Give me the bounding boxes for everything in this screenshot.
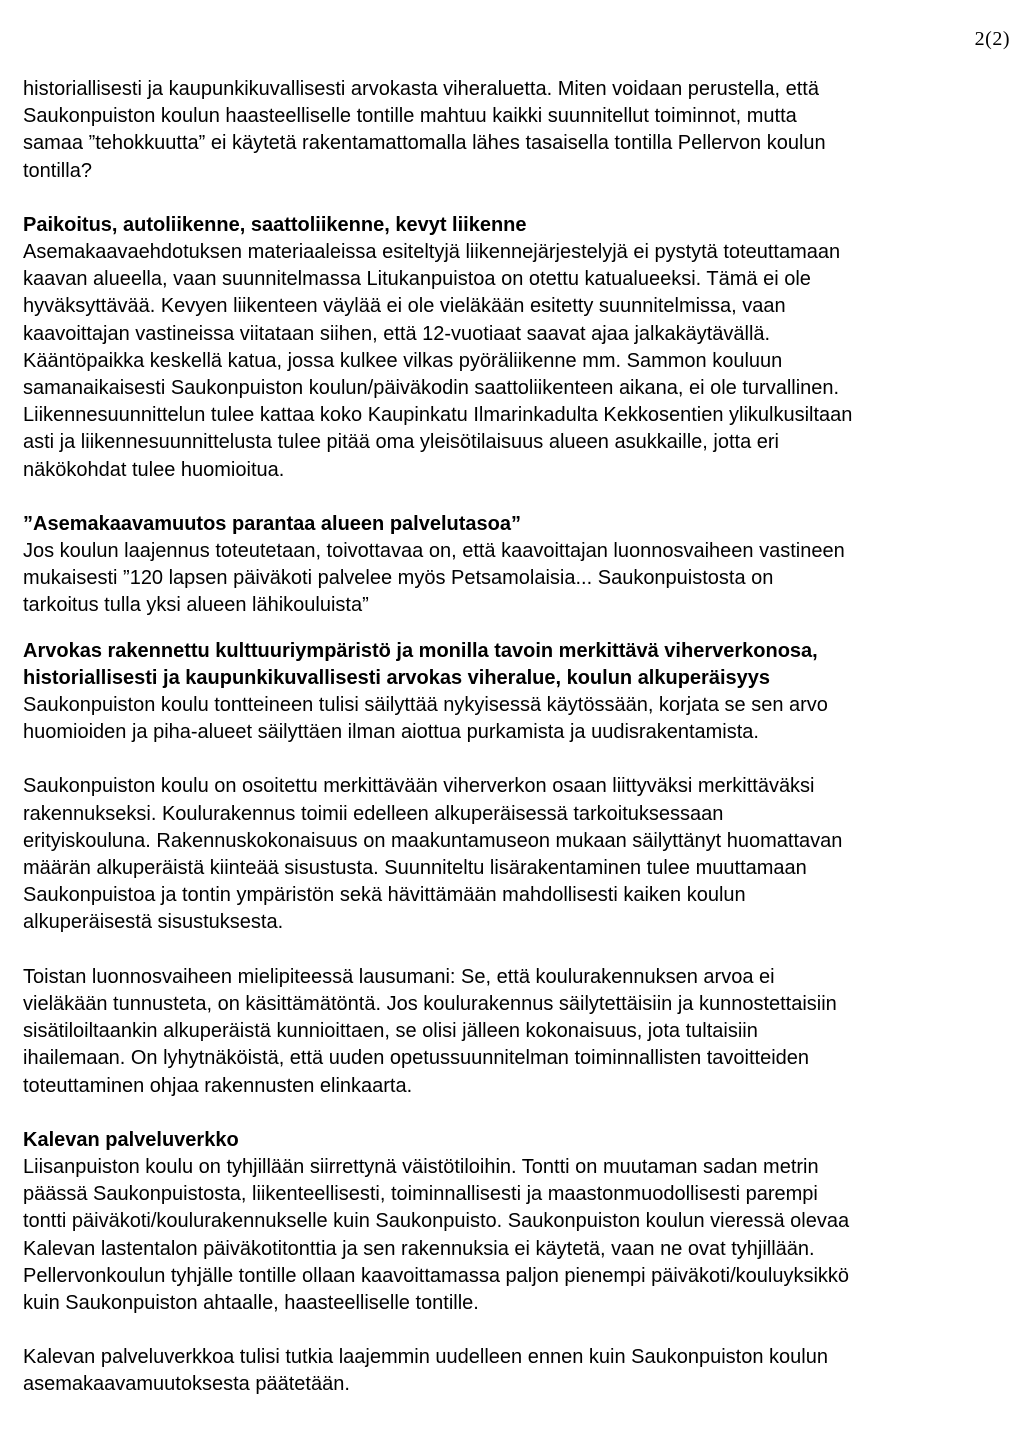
text-line: rakennukseksi. Koulurakennus toimii edelleen alkuperäisessä tarkoituksessaan	[23, 802, 724, 825]
text-line: tontilla?	[23, 159, 92, 182]
text-line: asemakaavamuutoksesta päätetään.	[23, 1373, 350, 1396]
text-line: päässä Saukonpuistosta, liikenteellisesti, toiminnallisesti ja maastonmuodollisesti parempi	[23, 1183, 818, 1206]
text-line: toteuttaminen ohjaa rakennusten elinkaarta.	[23, 1074, 413, 1097]
text-line: Liikennesuunnittelun tulee kattaa koko Kaupinkatu Ilmarinkadulta Kekkosentien ylikulkusiltaan	[23, 404, 853, 427]
text-line: erityiskouluna. Rakennuskokonaisuus on maakuntamuseon mukaan säilyttänyt huomattavan	[23, 829, 843, 852]
heritage-section	[23, 638, 1013, 747]
text-line: Liisanpuiston koulu on tyhjillään siirrettynä väistötiloihin. Tontti on muutaman sadan metrin	[23, 1155, 819, 1178]
text-line: mukaisesti ”120 lapsen päiväkoti palvelee myös Petsamolaisia... Saukonpuistosta on	[23, 567, 774, 590]
text-line: Kalevan lastentalon päiväkotitonttia ja sen rakennuksia ei käytetä, vaan ne ovat tyhjillään.	[23, 1237, 815, 1260]
text-line: näkökohdat tulee huomioitua.	[23, 458, 285, 481]
kaleva-heading: Kalevan palveluverkko	[23, 1128, 239, 1151]
traffic-section	[23, 212, 1013, 484]
text-line: tontti päiväkoti/koulurakennukselle kuin Saukonpuisto. Saukonpuiston koulun vieressä olevaa	[23, 1210, 850, 1233]
text-line: kuin Saukonpuiston ahtaalle, haasteelliselle tontille.	[23, 1291, 479, 1314]
text-line: Jos koulun laajennus toteutetaan, toivottavaa on, että kaavoittajan luonnosvaiheen vastineen	[23, 540, 845, 563]
text-line: kaavan alueella, vaan suunnitelmassa Litukanpuistoa on otettu katualueeksi. Tämä ei ole	[23, 268, 811, 291]
text-line: asti ja liikennesuunnittelusta tulee pitää oma yleisötilaisuus alueen asukkaille, jotta eri	[23, 431, 779, 454]
kaleva-section	[23, 1127, 1013, 1317]
services-heading: ”Asemakaavamuutos parantaa alueen palvelutasoa”	[23, 512, 521, 535]
heritage-heading: historiallisesti ja kaupunkikuvallisesti arvokas viheralue, koulun alkuperäisyys	[23, 666, 771, 689]
repeat-opinion-paragraph	[23, 964, 1013, 1100]
document-body	[23, 76, 1013, 1426]
text-line: kaavoittajan vastineissa viitataan siihen, että 12-vuotiaat saavat ajaa jalkakäytävällä.	[23, 322, 771, 345]
text-line: huomioiden ja piha-alueet säilyttäen ilman aiottua purkamista ja uudisrakentamista.	[23, 721, 759, 744]
text-line: Saukonpuiston koulun haasteelliselle tontille mahtuu kaikki suunnitellut toiminnot, mutta	[23, 105, 797, 128]
text-line: Saukonpuistoa ja tontin ympäristön sekä hävittämään mahdollisesti kaiken koulun	[23, 884, 746, 907]
page-number: 2(2)	[974, 28, 1010, 50]
text-line: vieläkään tunnusteta, on käsittämätöntä. Jos koulurakennus säilytettäisiin ja kunnostettaisiin	[23, 992, 837, 1015]
text-line: Saukonpuiston koulu tontteineen tulisi säilyttää nykyisessä käytössään, korjata se sen arvo	[23, 694, 828, 717]
text-line: historiallisesti ja kaupunkikuvallisesti arvokasta viheraluetta. Miten voidaan perustella, että	[23, 78, 819, 100]
green-network-paragraph	[23, 773, 1013, 936]
text-line: Kääntöpaikka keskellä katua, jossa kulkee vilkas pyöräliikenne mm. Sammon kouluun	[23, 349, 783, 372]
intro-paragraph	[23, 76, 1013, 185]
heritage-heading: Arvokas rakennettu kulttuuriympäristö ja monilla tavoin merkittävä viherverkonosa,	[23, 639, 818, 662]
text-line: Saukonpuiston koulu on osoitettu merkittävään viherverkon osaan liittyväksi merkittäväksi	[23, 775, 815, 798]
text-line: sisätiloiltaankin alkuperäistä kunnioittaen, se olisi jälleen kokonaisuus, jota tultaisiin	[23, 1020, 758, 1043]
text-line: Kalevan palveluverkkoa tulisi tutkia laajemmin uudelleen ennen kuin Saukonpuiston koulun	[23, 1346, 828, 1369]
text-line: samanaikaisesti Saukonpuiston koulun/päiväkodin saattoliikenteen aikana, ei ole turvallinen.	[23, 377, 840, 400]
conclusion-paragraph	[23, 1344, 1013, 1398]
text-line: samaa ”tehokkuutta” ei käytetä rakentamattomalla lähes tasaisella tontilla Pellervon koulun	[23, 132, 826, 155]
text-line: hyväksyttävää. Kevyen liikenteen väylää ei ole vieläkään esitetty suunnitelmissa, vaan	[23, 295, 786, 318]
text-line: määrän alkuperäistä kiinteää sisustusta. Suunniteltu lisärakentaminen tulee muuttamaan	[23, 857, 807, 880]
text-line: tarkoitus tulla yksi alueen lähikouluista”	[23, 594, 369, 617]
text-line: Toistan luonnosvaiheen mielipiteessä lausumani: Se, että koulurakennuksen arvoa ei	[23, 965, 775, 988]
traffic-heading: Paikoitus, autoliikenne, saattoliikenne, kevyt liikenne	[23, 213, 527, 236]
text-line: ihailemaan. On lyhytnäköistä, että uuden opetussuunnitelman toiminnallisten tavoitteiden	[23, 1047, 810, 1070]
text-line: Pellervonkoulun tyhjälle tontille ollaan kaavoittamassa paljon pienempi päiväkoti/kouluyksikkö	[23, 1264, 850, 1287]
services-section	[23, 511, 1013, 620]
text-line: alkuperäisestä sisustuksesta.	[23, 911, 284, 934]
text-line: Asemakaavaehdotuksen materiaaleissa esiteltyjä liikennejärjestelyjä ei pystytä toteuttamaan	[23, 241, 841, 264]
